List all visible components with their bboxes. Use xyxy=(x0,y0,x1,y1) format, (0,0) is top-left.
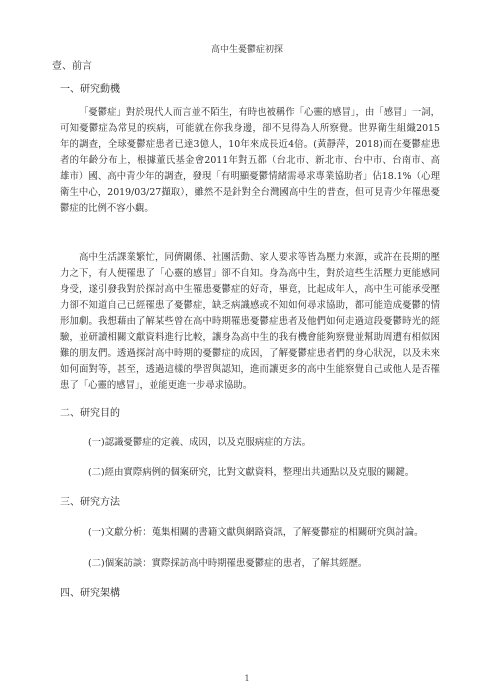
page-header-title: 高中生憂鬱症初探 xyxy=(210,45,283,55)
method-item-1: (一)文獻分析：蒐集相關的書籍文獻與網路資訊，了解憂鬱症的相關研究與討論。 xyxy=(88,527,424,538)
purpose-heading: 二、研究目的 xyxy=(60,408,120,419)
method-item-2: (二)個案訪談：實際採訪高中時期罹患憂鬱症的患者，了解其經歷。 xyxy=(88,558,368,569)
method-heading: 三、研究方法 xyxy=(60,497,120,508)
page-number: 1 xyxy=(244,674,250,683)
motivation-paragraph-1 xyxy=(60,105,440,217)
motivation-paragraph-2-text: 高中生活課業繁忙，同儕關係、社團活動、家人要求等皆為壓力來源，或許在長期的壓力之下，有人便罹患了「心靈的感冒」卻不自知。身為高中生，對於這些生活壓力更能感同身受，遂引發我對於探討高中生罹患憂鬱症的好奇，畢竟，比起成年人，高中生可能承受壓力卻不知道自己已經罹患了憂鬱症，缺乏病識感或不知如何尋求協助，都可能造成憂鬱的情形加劇。我想藉由了解某些曾在高中時期罹患憂鬱症患者及他們如何走過這段憂鬱時光的經驗，並研讀相關文獻資料進行比較，讓身為高中生的我有機會能夠察覺並幫助周遭有相似困難的朋友們。透過探討高中時期的憂鬱症的成因，了解憂鬱症患者們的身心狀況，以及未來如何面對等，甚至，透過這樣的學習與認知，進而讓更多的高中生能察覺自己或他人是否罹患了「心靈的感冒」，並能更進一步尋求協助。 xyxy=(60,252,440,391)
motivation-paragraph-2 xyxy=(60,250,440,394)
motivation-heading: 一、研究動機 xyxy=(60,84,120,95)
purpose-item-2: (二)經由實際病例的個案研究，比對文獻資料，整理出共通點以及克服的關鍵。 xyxy=(88,467,415,478)
purpose-item-1: (一)認識憂鬱症的定義、成因，以及克服病症的方法。 xyxy=(88,437,311,448)
section-preface-heading: 壹、前言 xyxy=(52,61,92,72)
framework-heading: 四、研究架構 xyxy=(60,588,120,599)
motivation-paragraph-1-text: 「憂鬱症」對於現代人而言並不陌生，有時也被稱作「心靈的感冒」，由「感冒」一詞，可知憂鬱症為常見的疾病，可能就在你我身邊，卻不見得為人所察覺。世界衛生組織2015年的調查，全球憂鬱症患者已達3億人，10年來成長近4倍。(黃靜萍，2018)而在憂鬱症患者的年齡分布上，根據董氏基金會2011年對五都（台北市、新北市、台中市、台南市、高雄市）國、高中青少年的調查，發現「有明顯憂鬱情緒需尋求專業協助者」佔18.1%（心理衛生中心，2019/03/27擷取），雖然不是針對全台灣國高中生的普查，但可見青少年罹患憂鬱症的比例不容小覷。 xyxy=(60,107,440,214)
